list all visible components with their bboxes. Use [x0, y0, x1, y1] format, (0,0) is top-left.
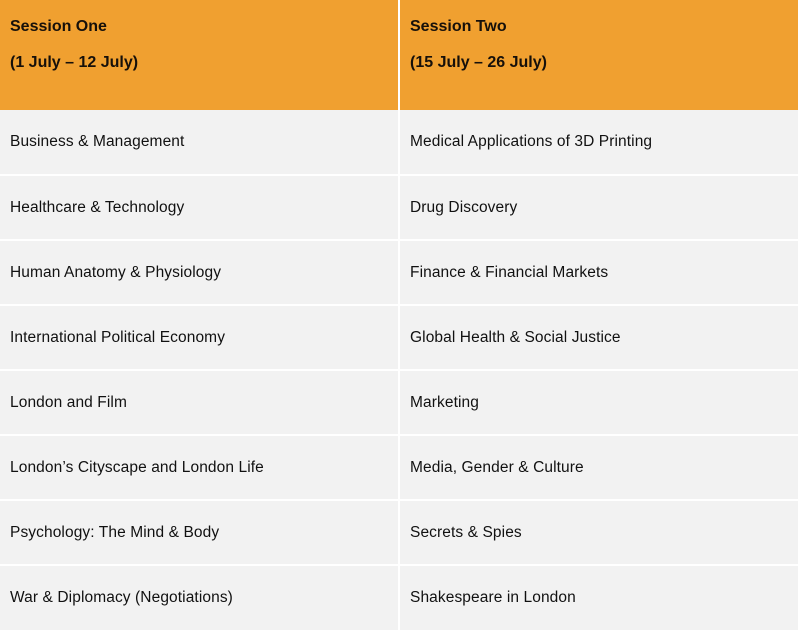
- course-cell-session-one: Healthcare & Technology: [0, 175, 399, 240]
- session-one-dates: (1 July – 12 July): [10, 53, 139, 71]
- session-one-title: Session One: [10, 18, 107, 35]
- table-row: [0, 110, 798, 175]
- header-row: [0, 0, 798, 110]
- table-row: [0, 565, 798, 630]
- course-cell-session-two: Marketing: [399, 370, 798, 435]
- table-row: [0, 370, 798, 435]
- table-body: [0, 110, 798, 630]
- course-cell-session-two: Drug Discovery: [399, 175, 798, 240]
- course-cell-session-two: Global Health & Social Justice: [399, 305, 798, 370]
- course-cell-session-one: War & Diplomacy (Negotiations): [0, 565, 399, 630]
- column-header-session-one: [0, 0, 399, 110]
- table-header: [0, 0, 798, 110]
- course-cell-session-one: Human Anatomy & Physiology: [0, 240, 399, 305]
- course-cell-session-two: Shakespeare in London: [399, 565, 798, 630]
- session-two-title: Session Two: [410, 18, 507, 35]
- course-cell-session-one: Psychology: The Mind & Body: [0, 500, 399, 565]
- table-row: [0, 500, 798, 565]
- course-cell-session-one: Business & Management: [0, 110, 399, 175]
- course-cell-session-two: Medical Applications of 3D Printing: [399, 110, 798, 175]
- session-two-dates: (15 July – 26 July): [410, 53, 547, 71]
- course-cell-session-one: London and Film: [0, 370, 399, 435]
- course-cell-session-two: Finance & Financial Markets: [399, 240, 798, 305]
- column-header-session-two: [399, 0, 798, 110]
- table-row: [0, 305, 798, 370]
- course-cell-session-one: International Political Economy: [0, 305, 399, 370]
- course-cell-session-one: London’s Cityscape and London Life: [0, 435, 399, 500]
- course-cell-session-two: Media, Gender & Culture: [399, 435, 798, 500]
- table-row: [0, 435, 798, 500]
- table-row: [0, 240, 798, 305]
- table-row: [0, 175, 798, 240]
- course-cell-session-two: Secrets & Spies: [399, 500, 798, 565]
